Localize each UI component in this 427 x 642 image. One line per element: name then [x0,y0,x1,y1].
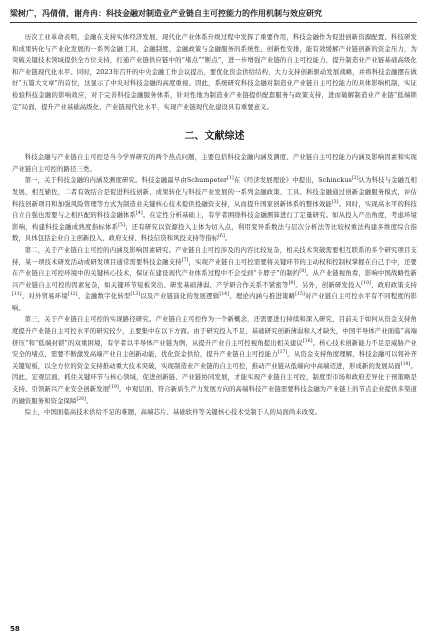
intro-paragraph: 历次工业革命表明，金融在支持实体经济发展、现代化产业体系升级过程中发挥了重要作用，科技金融作为促进创新资源配置、科技研发和成果转化与产业化发展的一系列金融工具、金融制度、金融政策与金融服务的系统性、创新性安排，能有效缓解产业链创新的资金压力，为突破关键技术领域提供全方位支持，打通产业链供应链中的“堵点”“断点”，进一步增强产业链的自主可控能力，提升制造业产业链基础高级化和产业链现代化水平。同时，2023年召开的中央金融工作会议提出，要优化资金供给结构，大力支持创新驱动发展战略，并将科技金融摆在做好“五篇大文章”的首位，这显示了中央对科技金融的高度重视。因此，系统研究科技金融对制造业产业链自主可控能力的具体影响机制，实证检验科技金融的影响效应，对于完善科技金融服务体系，针对性地为制造业产业链提供配套服务与政策支持，进而破解制造业产业链“低端锁定”局面，提升产业基础高级化、产业链现代化水平，实现产业链现代化建设具有重要意义。 [12,34,417,111]
citation-marker: [17] [277,350,288,356]
running-header: 梁树广，冯倩倩，谢舟冉：科技金融对制造业产业链自主可控能力的作用机制与效应研究 [10,9,322,18]
citation-marker: [1] [227,176,234,182]
section-title: 二、文献综述 [184,131,245,143]
review-paragraph-2: 第一，关于科技金融的内涵及测度研究。科技金融最早由Schumpeter[1]在《经济发展理论》中提出，Schinckus[2]认为科技与金融互相发展，相互辅佐，二者有效结合是促进科技创新、成果转化与科技产业发展的一系列金融政策、工具。科技金融通过创新金融服务模式，评估科技创新项目和加强风险管理等方式为制造业关键核心技术提供投融资支持，从而提升国家创新体系的整体效能[3]。同时，实现高水平的科技自立自强也需要与之相匹配的科技金融体系[4]。在定性分析基础上，有学者围绕科技金融测算进行了定量研究。如从投入产出角度，考虑环境影响，构建科技金融成熟度指标体系[5]；还有研究以资源投入主体为切入点，利用变异系数法与层次分析法等比较权重法构建多维度综合指数，具体包括企业自主创新投入、政府支持、科技信贷和风投支持等指标[6]。 [12,176,418,243]
citation-marker: [14] [219,292,230,298]
header-divider [10,22,417,23]
citation-marker: [20] [76,396,87,402]
citation-marker: [8] [299,268,307,274]
citation-marker: [10] [361,280,371,286]
citation-marker: [9] [288,280,296,286]
citation-marker: [12] [67,292,78,298]
review-paragraph-3: 第二，关于产业链自主可控的内涵及影响因素研究。产业链自主可控涉及的内容比较复杂，相关技术突破需要相互联系的多个研究项目支持，某一项技术研发活动或研发项目通常需要科技金融支持[7]，实现产业链自主可控需要将关键环节的主动权和控制权掌握在自己手中，还要在产业链自主可控环境中的关键核心技术，保证在建设现代产业体系过程中不会受到“卡脖子”的制约[8]。从产业链视角看，影响中国战略性新兴产业链自主可控的因素复杂，如关键环节短板突出、研发基础薄弱、产学研合作关系不紧密等[9]。另外，创新研发投入[10]、政府政策支持[11]、对外贸易环境[12]、金融数字化转型[13]以及产业链演化的发展逻辑[14]、理论内涵与推进策略[15]对产业链自主可控水平有不同程度的影响。 [12,246,417,312]
citation-marker: [4] [136,211,143,217]
citation-marker: [16] [302,338,313,344]
article-body [12,32,417,419]
citation-marker: [6] [218,234,225,240]
review-paragraph-4: 第三，关于产业链自主可控的实现路径研究。产业链自主可控作为一个新概念，还需要进行持续和深入研究，目前关于如何从资金支持角度提升产业链自主可控水平的研究较少，主要集中在以下方面。由于研究投入不足、基础研究创新薄弱和人才缺失，中国半导体产业面临“高端挤压”和“低端封锁”的双重困境，有学者以半导体产业链为例，从提升产业自主可控视角提出相关建议[16]。核心技术创新能力不足是威胁产业安全的堵点，需要不断激发高端产业自主创新动能，优化资金供给，提升产业链自主可控能力[17]。从资金支持角度理解，科技金融可以将补齐关键短板，以全方位的资金支持推动重大技术突破，实现制造业产业链的自主可控，推动产业链从低端向中高端迈进，形成新的发展局面[18]。因此，宏观层面，抓住关键环节与核心领域，促进创新链、产业链协同发展，才能实现产业链自主可控，制度型市场和政府差异化干预策略是支持、引领新兴产业安全创新发展[19]。中观层面，符合新质生产力发展方向的高端科技产业链需要科技金融为产业链上的节点企业提供多渠道的融资服务和资金保障[20]。 [12,316,417,405]
review-paragraph-1: 科技金融与产业链自主可控是当今学界研究的两个热点问题，主要包括科技金融内涵及测度、产业链自主可控能力内涵及影响因素和实现产业链自主可控的路径三类。 [12,154,417,173]
citation-marker: [3] [331,199,339,205]
citation-marker: [13] [130,292,141,298]
citation-marker: [7] [181,257,189,263]
citation-marker: [15] [295,292,305,298]
citation-marker: [11] [12,292,22,298]
citation-marker: [19] [109,384,119,390]
page-number: 58 [10,625,20,633]
citation-marker: [18] [400,361,411,367]
citation-marker: [5] [118,222,125,228]
citation-marker: [2] [351,176,359,182]
review-paragraph-5: 综上，中国面临高技术供给不足的难题，高端芯片、基础软件等关键核心技术受制于人的局面尚未改变。 [24,409,322,417]
